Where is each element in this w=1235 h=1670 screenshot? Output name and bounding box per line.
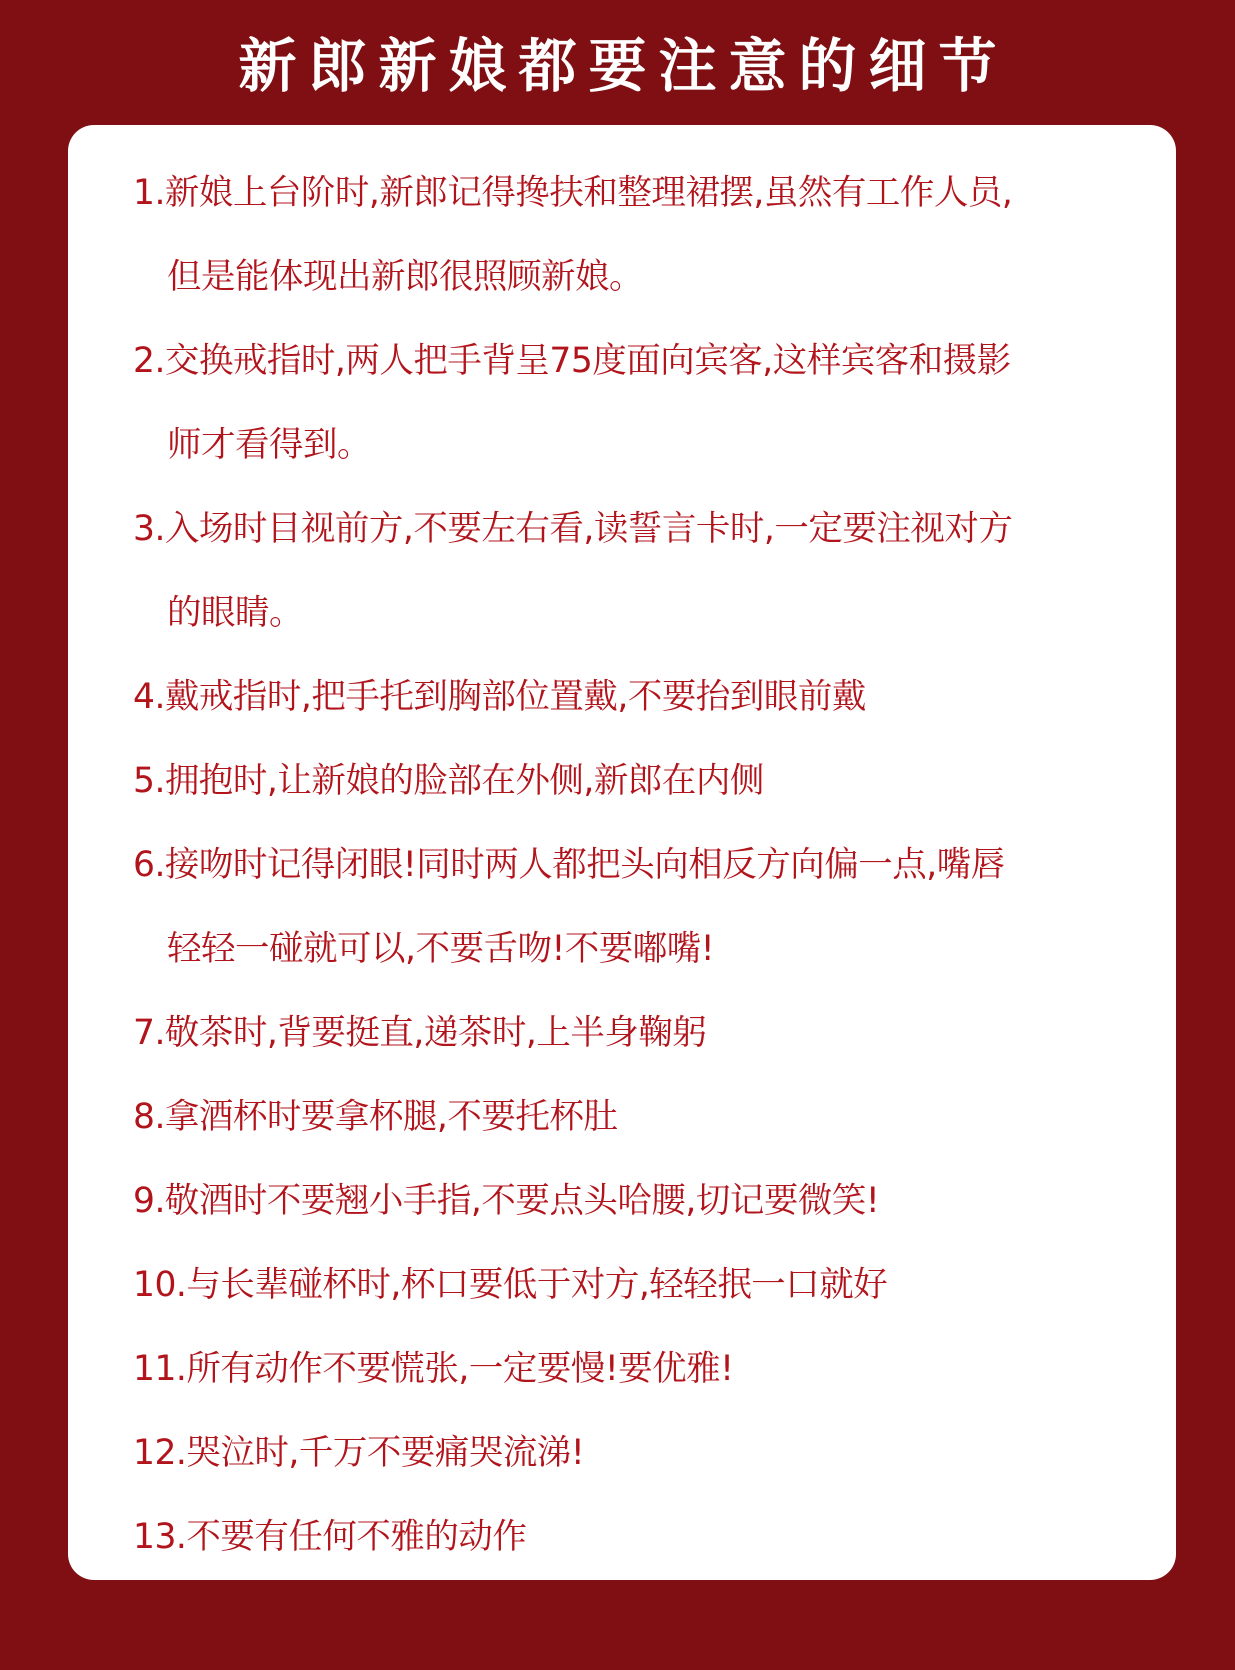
tip-item-11: [133, 1327, 1136, 1411]
tip-9-text: 9.敬酒时不要翘小手指,不要点头哈腰,切记要微笑!: [133, 1181, 880, 1221]
tip-2-line-2: 师才看得到。: [167, 425, 371, 465]
page-title: 新郎新娘都要注意的细节: [238, 32, 1009, 100]
tip-8-text: 8.拿酒杯时要拿杯腿,不要托杯肚: [133, 1097, 618, 1137]
tip-6-line-2: 轻轻一碰就可以,不要舌吻!不要嘟嘴!: [167, 929, 715, 969]
tip-item-6: [133, 823, 1136, 991]
tip-item-1: [133, 151, 1136, 319]
tip-11-text: 11.所有动作不要慌张,一定要慢!要优雅!: [133, 1349, 734, 1389]
tip-7-text: 7.敬茶时,背要挺直,递茶时,上半身鞠躬: [133, 1013, 707, 1053]
tip-6-line-1: 6.接吻时记得闭眼!同时两人都把头向相反方向偏一点,嘴唇: [133, 845, 1005, 885]
tip-item-2: [133, 319, 1136, 487]
tip-10-text: 10.与长辈碰杯时,杯口要低于对方,轻轻抿一口就好: [133, 1265, 888, 1305]
tip-item-12: [133, 1411, 1136, 1495]
tip-3-line-1: 3.入场时目视前方,不要左右看,读誓言卡时,一定要注视对方: [133, 509, 1013, 549]
tip-5-text: 5.拥抱时,让新娘的脸部在外侧,新郎在内侧: [133, 761, 764, 801]
tip-item-9: [133, 1159, 1136, 1243]
tip-1-line-1: 1.新娘上台阶时,新郎记得搀扶和整理裙摆,虽然有工作人员,: [133, 173, 1013, 213]
tip-13-text: 13.不要有任何不雅的动作: [133, 1517, 527, 1557]
tip-item-5: [133, 739, 1136, 823]
tip-item-13: [133, 1495, 1136, 1579]
tip-item-3: [133, 487, 1136, 655]
tip-item-8: [133, 1075, 1136, 1159]
tip-1-line-2: 但是能体现出新郎很照顾新娘。: [167, 257, 643, 297]
tip-item-4: [133, 655, 1136, 739]
tip-12-text: 12.哭泣时,千万不要痛哭流涕!: [133, 1433, 585, 1473]
tip-3-line-2: 的眼睛。: [167, 593, 303, 633]
tip-item-10: [133, 1243, 1136, 1327]
tip-4-text: 4.戴戒指时,把手托到胸部位置戴,不要抬到眼前戴: [133, 677, 866, 717]
tip-2-line-1: 2.交换戒指时,两人把手背呈75度面向宾客,这样宾客和摄影: [133, 341, 1011, 381]
tip-item-7: [133, 991, 1136, 1075]
tips-card: [68, 125, 1176, 1580]
